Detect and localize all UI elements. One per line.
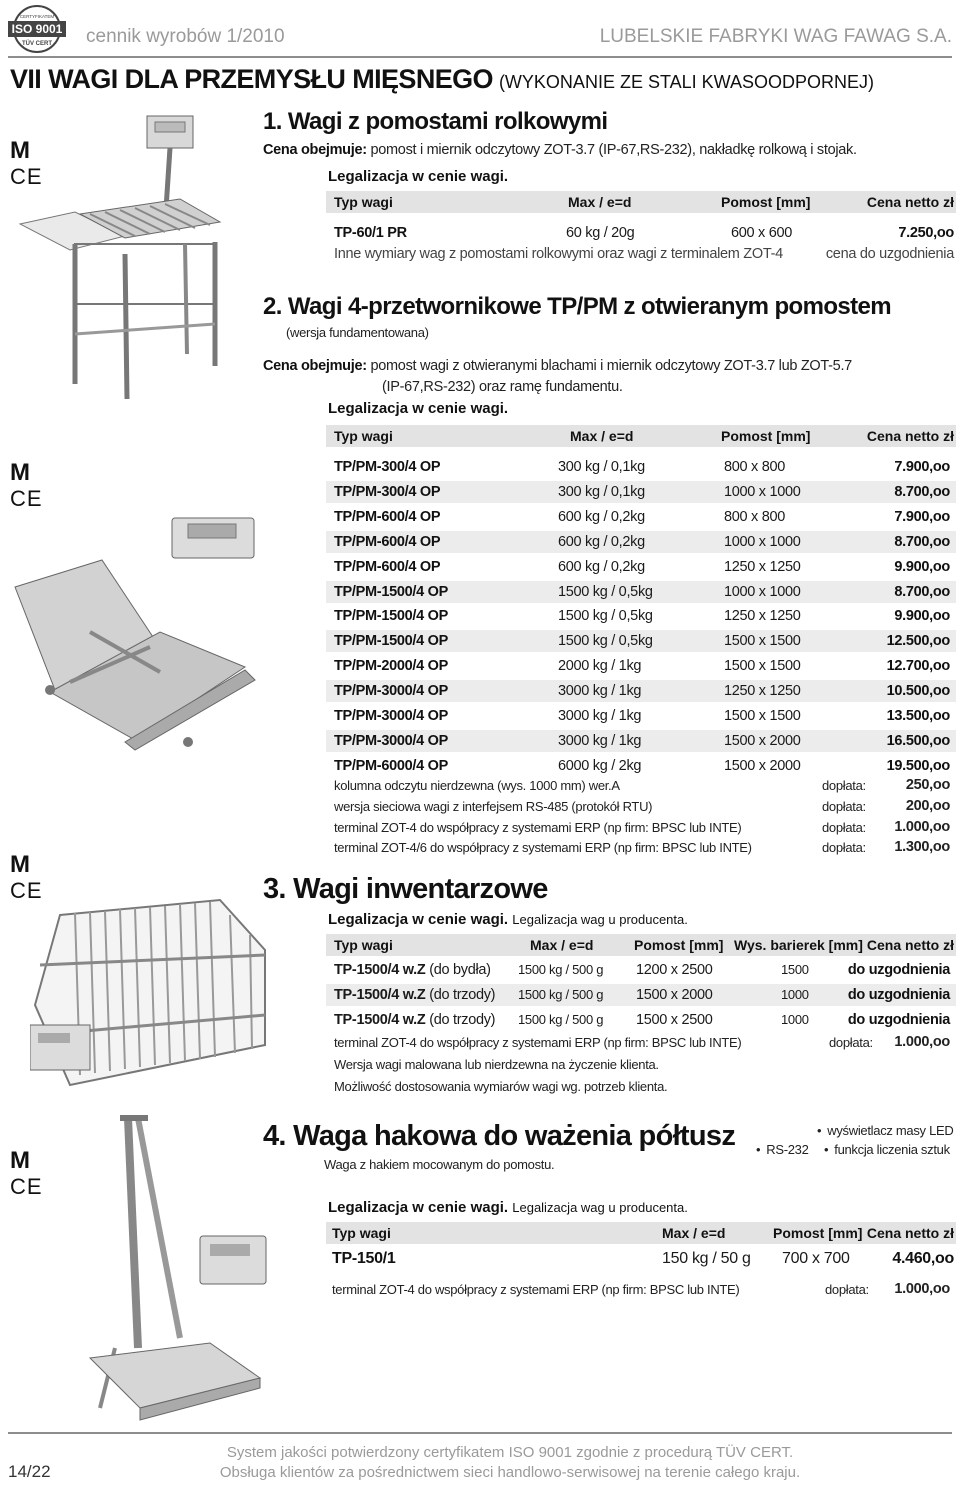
table-row: TP-1500/4 w.Z (do bydła) 1500 kg / 500 g 1200 x 2500 1500 do uzgodnienia (334, 962, 950, 978)
col-platform: Pomost [mm] (634, 937, 724, 953)
s3-note-2: Możliwość dostosowania wymiarów wagi wg. potrzeb klienta. (334, 1079, 668, 1094)
s2-subtitle: (wersja fundamentowana) (286, 325, 429, 340)
m-mark: M (10, 459, 30, 486)
m-mark: M (10, 137, 30, 164)
cell-platform: 1000 x 1000 (724, 533, 801, 550)
iso-9001-badge (4, 4, 70, 54)
cell-type: TP/PM-1500/4 OP (334, 583, 448, 600)
cell-price: 9.900,oo (894, 608, 950, 625)
col-price: Cena netto zł (866, 194, 954, 210)
col-platform: Pomost [mm] (721, 194, 811, 210)
s2-table-header (326, 425, 956, 447)
table-row (326, 655, 956, 677)
feature-led-display: • wyświetlacz masy LED (817, 1123, 953, 1138)
cell-max: 600 kg / 0,2kg (558, 533, 645, 550)
cell-platform: 1500 x 2000 (724, 757, 801, 774)
cell-platform: 1000 x 1000 (724, 583, 801, 600)
cell-max: 300 kg / 0,1kg (558, 459, 645, 475)
cell-price: 10.500,oo (886, 683, 950, 700)
s1-table-header (326, 191, 956, 213)
col-platform: Pomost [mm] (773, 1225, 863, 1241)
roller-scale-image (15, 104, 225, 404)
s2-extra-3: terminal ZOT-4 do współpracy z systemami ERP (np firm: BPSC lub INTE) (334, 820, 742, 835)
s2-extra-1: kolumna odczytu nierdzewna (wys. 1000 mm) wer.A (334, 778, 620, 793)
s1-includes-label: Cena obejmuje: (263, 142, 367, 158)
m-mark: M (10, 851, 30, 878)
s4-extra: terminal ZOT-4 do współpracy z systemami ERP (np firm: BPSC lub INTE) (332, 1282, 740, 1297)
cell-platform: 1250 x 1250 (724, 608, 801, 625)
col-barrier: Wys. barierek [mm] (734, 937, 863, 953)
cell-platform: 1500 x 1500 (724, 708, 801, 724)
cell-type: TP/PM-600/4 OP (334, 508, 441, 525)
s2-legalization: Legalizacja w cenie wagi. (328, 400, 509, 417)
cell-type: TP/PM-6000/4 OP (334, 757, 448, 774)
s3-table-header (326, 934, 956, 956)
cell-max: 3000 kg / 1kg (558, 708, 642, 724)
cell-price: 13.500,oo (886, 708, 950, 724)
cell-type: TP/PM-300/4 OP (334, 483, 441, 500)
table-row: TP-60/1 PR 60 kg / 20g 600 x 600 7.250,oo (334, 225, 954, 241)
table-row (326, 705, 956, 727)
m-mark: M (10, 1147, 30, 1174)
cell-platform: 1000 x 1000 (724, 483, 801, 500)
open-platform-scale-image (10, 512, 265, 757)
s2-extra-2: wersja sieciowa wagi z interfejsem RS-485 (protokół RTU) (334, 799, 653, 814)
col-max: Max / e=d (570, 428, 634, 444)
table-row (326, 581, 956, 603)
cell-type: TP/PM-3000/4 OP (334, 732, 448, 749)
cell-platform: 1500 x 1500 (724, 633, 801, 650)
cell-type: TP/PM-600/4 OP (334, 558, 441, 575)
cell-max: 6000 kg / 2kg (558, 757, 642, 774)
cell-price: 9.900,oo (894, 558, 950, 575)
ce-mark: CE (10, 486, 43, 511)
cell-price: 12.700,oo (886, 658, 950, 675)
cell-type: TP/PM-2000/4 OP (334, 658, 448, 675)
cell-platform: 800 x 800 (724, 508, 785, 525)
ce-mark: CE (10, 878, 43, 903)
iso-badge-top: CERTYFIKATEM (19, 14, 55, 19)
table-row: TP-150/1 150 kg / 50 g 700 x 700 4.460,oo (332, 1250, 954, 1267)
col-max: Max / e=d (568, 194, 632, 210)
s2-includes (263, 358, 852, 374)
section-title-main: VII WAGI DLA PRZEMYSŁU MIĘSNEGO (10, 64, 493, 94)
feature-rs232: • RS-232 (756, 1142, 809, 1157)
cell-max: 300 kg / 0,1kg (558, 483, 645, 500)
section-title (10, 64, 874, 95)
cell-price: 8.700,oo (894, 583, 950, 600)
ce-mark: CE (10, 1174, 43, 1199)
feature-counting: • funkcja liczenia sztuk (824, 1142, 950, 1157)
s1-includes (263, 142, 857, 158)
col-type: Typ wagi (334, 428, 393, 444)
table-row (326, 481, 956, 503)
col-type: Typ wagi (334, 937, 393, 953)
cell-max: 600 kg / 0,2kg (558, 508, 645, 525)
cell-type: TP/PM-1500/4 OP (334, 608, 448, 625)
metrology-marks-4 (10, 1148, 44, 1200)
cell-max: 3000 kg / 1kg (558, 683, 642, 700)
s4-legalization: Legalizacja w cenie wagi. Legalizacja wag u producenta. (328, 1199, 688, 1216)
s1-note-price: cena do uzgodnienia (825, 246, 954, 262)
col-type: Typ wagi (334, 194, 393, 210)
cell-price: 12.500,oo (886, 633, 950, 650)
s3-title: 3. Wagi inwentarzowe (263, 873, 548, 905)
s1-note: Inne wymiary wag z pomostami rolkowymi oraz wagi z terminalem ZOT-4 (334, 246, 783, 262)
cell-type: TP/PM-300/4 OP (334, 459, 441, 475)
cell-price: 7.900,oo (894, 459, 950, 475)
section-subtitle: (WYKONANIE ZE STALI KWASOODPORNEJ) (498, 72, 874, 92)
col-platform: Pomost [mm] (721, 428, 811, 444)
ce-mark: CE (10, 164, 43, 189)
cell-price: 19.500,oo (886, 757, 950, 774)
s4-table-header (326, 1222, 956, 1244)
footer-line-1: System jakości potwierdzony certyfikatem ISO 9001 zgodnie z procedurą TÜV CERT. (226, 1444, 794, 1461)
s3-extra: terminal ZOT-4 do współpracy z systemami ERP (np firm: BPSC lub INTE) (334, 1035, 742, 1050)
s4-subtitle: Waga z hakiem mocowanym do pomostu. (324, 1157, 555, 1172)
table-row (326, 506, 956, 528)
catalog-title: cennik wyrobów 1/2010 (86, 26, 285, 47)
footer-line-2: Obsługa klientów za pośrednictwem sieci handlowo-serwisowej na terenie całego kraju. (219, 1464, 801, 1481)
s2-extra-4: terminal ZOT-4/6 do współpracy z systemami ERP (np firm: BPSC lub INTE) (334, 840, 752, 855)
cell-platform: 1500 x 1500 (724, 658, 801, 675)
col-max: Max / e=d (662, 1225, 726, 1241)
cell-max: 1500 kg / 0,5kg (558, 608, 653, 625)
col-max: Max / e=d (530, 937, 594, 953)
cell-price: 7.900,oo (894, 508, 950, 525)
cell-price: 8.700,oo (894, 483, 950, 500)
cell-platform: 800 x 800 (724, 459, 785, 475)
col-price: Cena netto zł (866, 937, 954, 953)
s2-includes-label: Cena obejmuje: (263, 358, 367, 374)
metrology-marks-2 (10, 460, 44, 512)
col-price: Cena netto zł (866, 428, 954, 444)
s4-title: 4. Waga hakowa do ważenia półtusz (263, 1120, 736, 1152)
table-row (326, 755, 956, 777)
header-divider (8, 56, 952, 58)
cell-type: TP/PM-3000/4 OP (334, 708, 448, 724)
s1-includes-text: pomost i miernik odczytowy ZOT-3.7 (IP-67,RS-232), nakładkę rolkową i stojak. (370, 142, 857, 158)
table-row: TP-1500/4 w.Z (do trzody) 1500 kg / 500 g 1500 x 2500 1000 do uzgodnienia (334, 1012, 950, 1028)
cell-max: 3000 kg / 1kg (558, 732, 642, 749)
col-type: Typ wagi (332, 1225, 391, 1241)
company-name: LUBELSKIE FABRYKI WAG FAWAG S.A. (599, 26, 952, 47)
cell-type: TP/PM-600/4 OP (334, 533, 441, 550)
cell-platform: 1250 x 1250 (724, 683, 801, 700)
s3-note-1: Wersja wagi malowana lub nierdzewna na życzenie klienta. (334, 1057, 659, 1072)
footer-divider (8, 1432, 952, 1434)
s2-includes-text2: (IP-67,RS-232) oraz ramę fundamentu. (382, 379, 623, 395)
cell-max: 1500 kg / 0,5kg (558, 633, 653, 650)
livestock-scale-image (30, 895, 268, 1095)
cell-max: 2000 kg / 1kg (558, 658, 642, 675)
cell-type: TP/PM-3000/4 OP (334, 683, 448, 700)
iso-badge-main: ISO 9001 (11, 22, 63, 36)
cell-price: 8.700,oo (894, 533, 950, 550)
page-number: 14/22 (8, 1462, 51, 1481)
iso-badge-bottom: TÜV CERT (22, 41, 52, 47)
s2-includes-text: pomost wagi z otwieranymi blachami i miernik odczytowy ZOT-3.7 lub ZOT-5.7 (370, 358, 852, 374)
table-row (326, 556, 956, 578)
table-row (326, 680, 956, 702)
table-row: TP-1500/4 w.Z (do trzody) 1500 kg / 500 g 1500 x 2000 1000 do uzgodnienia (326, 984, 956, 1006)
cell-type: TP/PM-1500/4 OP (334, 633, 448, 650)
s1-legalization: Legalizacja w cenie wagi. (328, 168, 509, 185)
cell-max: 1500 kg / 0,5kg (558, 583, 653, 600)
col-price: Cena netto zł (866, 1225, 954, 1241)
cell-platform: 1500 x 2000 (724, 732, 801, 749)
cell-price: 16.500,oo (886, 732, 950, 749)
s1-title: 1. Wagi z pomostami rolkowymi (263, 108, 608, 135)
s2-title: 2. Wagi 4-przetwornikowe TP/PM z otwieranym pomostem (263, 293, 892, 320)
s3-legalization: Legalizacja w cenie wagi. Legalizacja wag u producenta. (328, 911, 688, 928)
cell-max: 600 kg / 0,2kg (558, 558, 645, 575)
table-row (326, 531, 956, 553)
table-row (326, 605, 956, 627)
table-row (326, 730, 956, 752)
cell-platform: 1250 x 1250 (724, 558, 801, 575)
table-row (326, 630, 956, 652)
hook-scale-image (60, 1108, 270, 1424)
table-row (326, 456, 956, 478)
